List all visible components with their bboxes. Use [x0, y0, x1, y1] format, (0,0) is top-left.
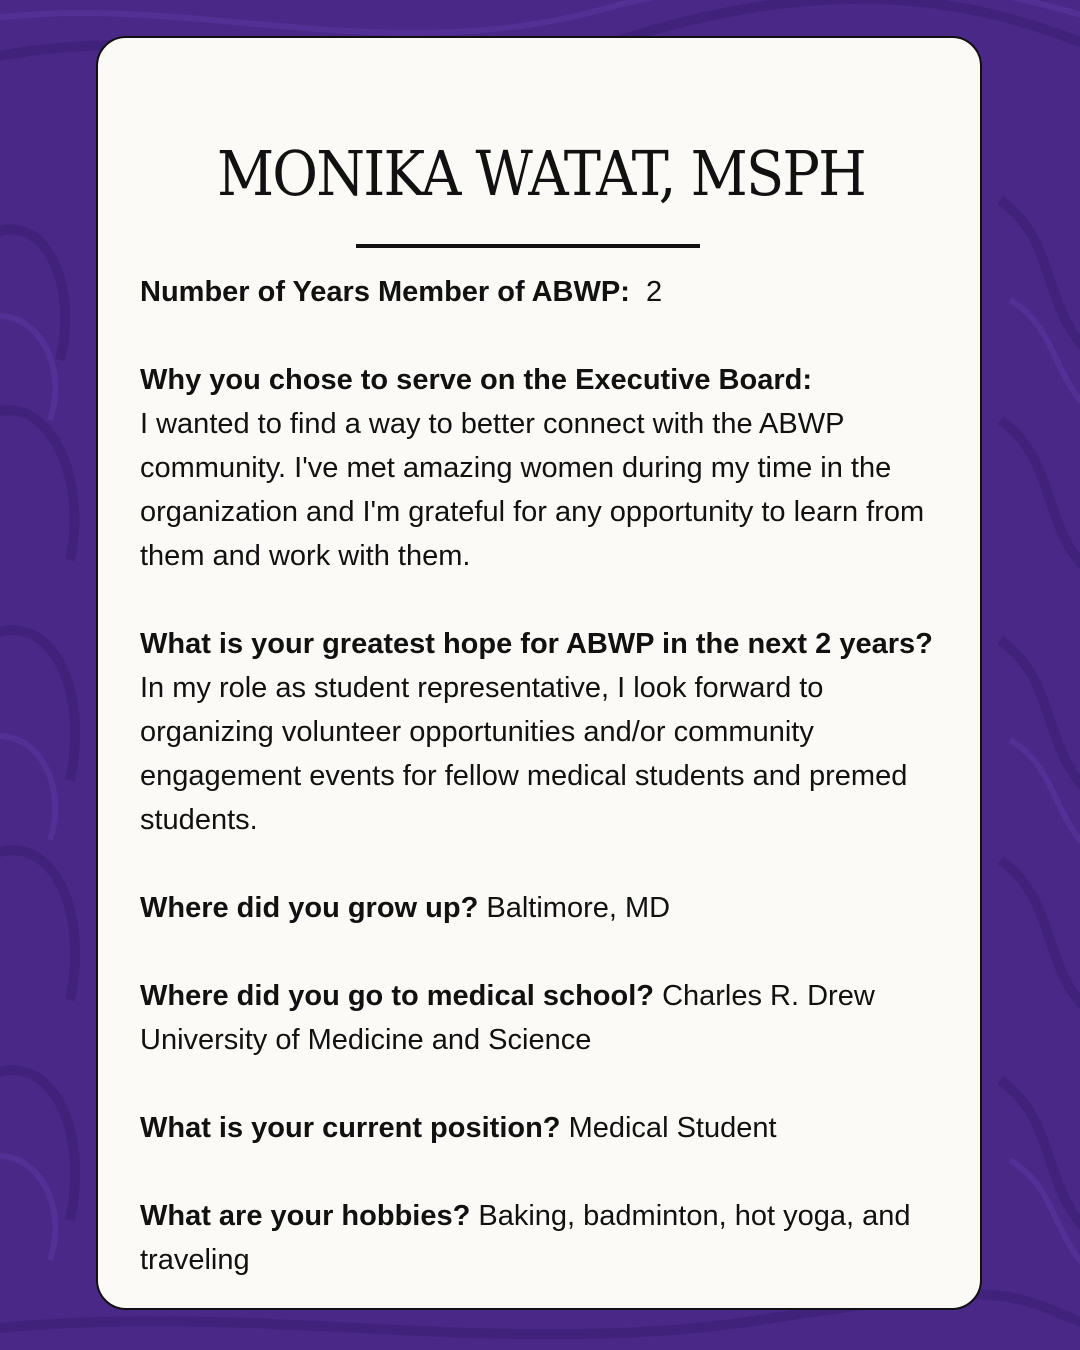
years-member-label: Number of Years Member of ABWP: — [140, 276, 630, 308]
hobbies-row — [140, 1194, 940, 1282]
greatest-hope-label: What is your greatest hope for ABWP in the next 2 years? — [140, 628, 933, 660]
greatest-hope-row — [140, 622, 940, 842]
why-serve-answer: I wanted to find a way to better connect with the ABWP community. I've met amazing women during my time in the organization and I'm grateful for any opportunity to learn from them and work with them. — [140, 408, 925, 572]
profile-name: MONIKA WATAT, MSPH — [216, 137, 866, 210]
hobbies-answer: Baking, badminton, hot yoga, and traveling — [140, 1200, 911, 1276]
greatest-hope-answer: In my role as student representative, I look forward to organizing volunteer opportunities and/or community engagement events for fellow medical students and premed students. — [140, 672, 908, 836]
profile-content — [140, 270, 940, 1326]
medical-school-answer: Charles R. Drew University of Medicine and Science — [140, 980, 875, 1056]
current-position-label: What is your current position? — [140, 1112, 561, 1144]
current-position-answer: Medical Student — [568, 1112, 777, 1144]
medical-school-row — [140, 974, 940, 1062]
years-member-value: 2 — [646, 276, 663, 308]
years-member-row — [140, 270, 940, 314]
hobbies-label: What are your hobbies? — [140, 1200, 471, 1232]
current-position-row — [140, 1106, 940, 1150]
why-serve-label: Why you chose to serve on the Executive Board: — [140, 364, 812, 396]
why-serve-row — [140, 358, 940, 578]
title-divider — [356, 244, 700, 248]
medical-school-label: Where did you go to medical school? — [140, 980, 654, 1012]
grew-up-answer: Baltimore, MD — [486, 892, 671, 924]
grew-up-row — [140, 886, 940, 930]
profile-card — [96, 36, 982, 1310]
grew-up-label: Where did you grow up? — [140, 892, 479, 924]
